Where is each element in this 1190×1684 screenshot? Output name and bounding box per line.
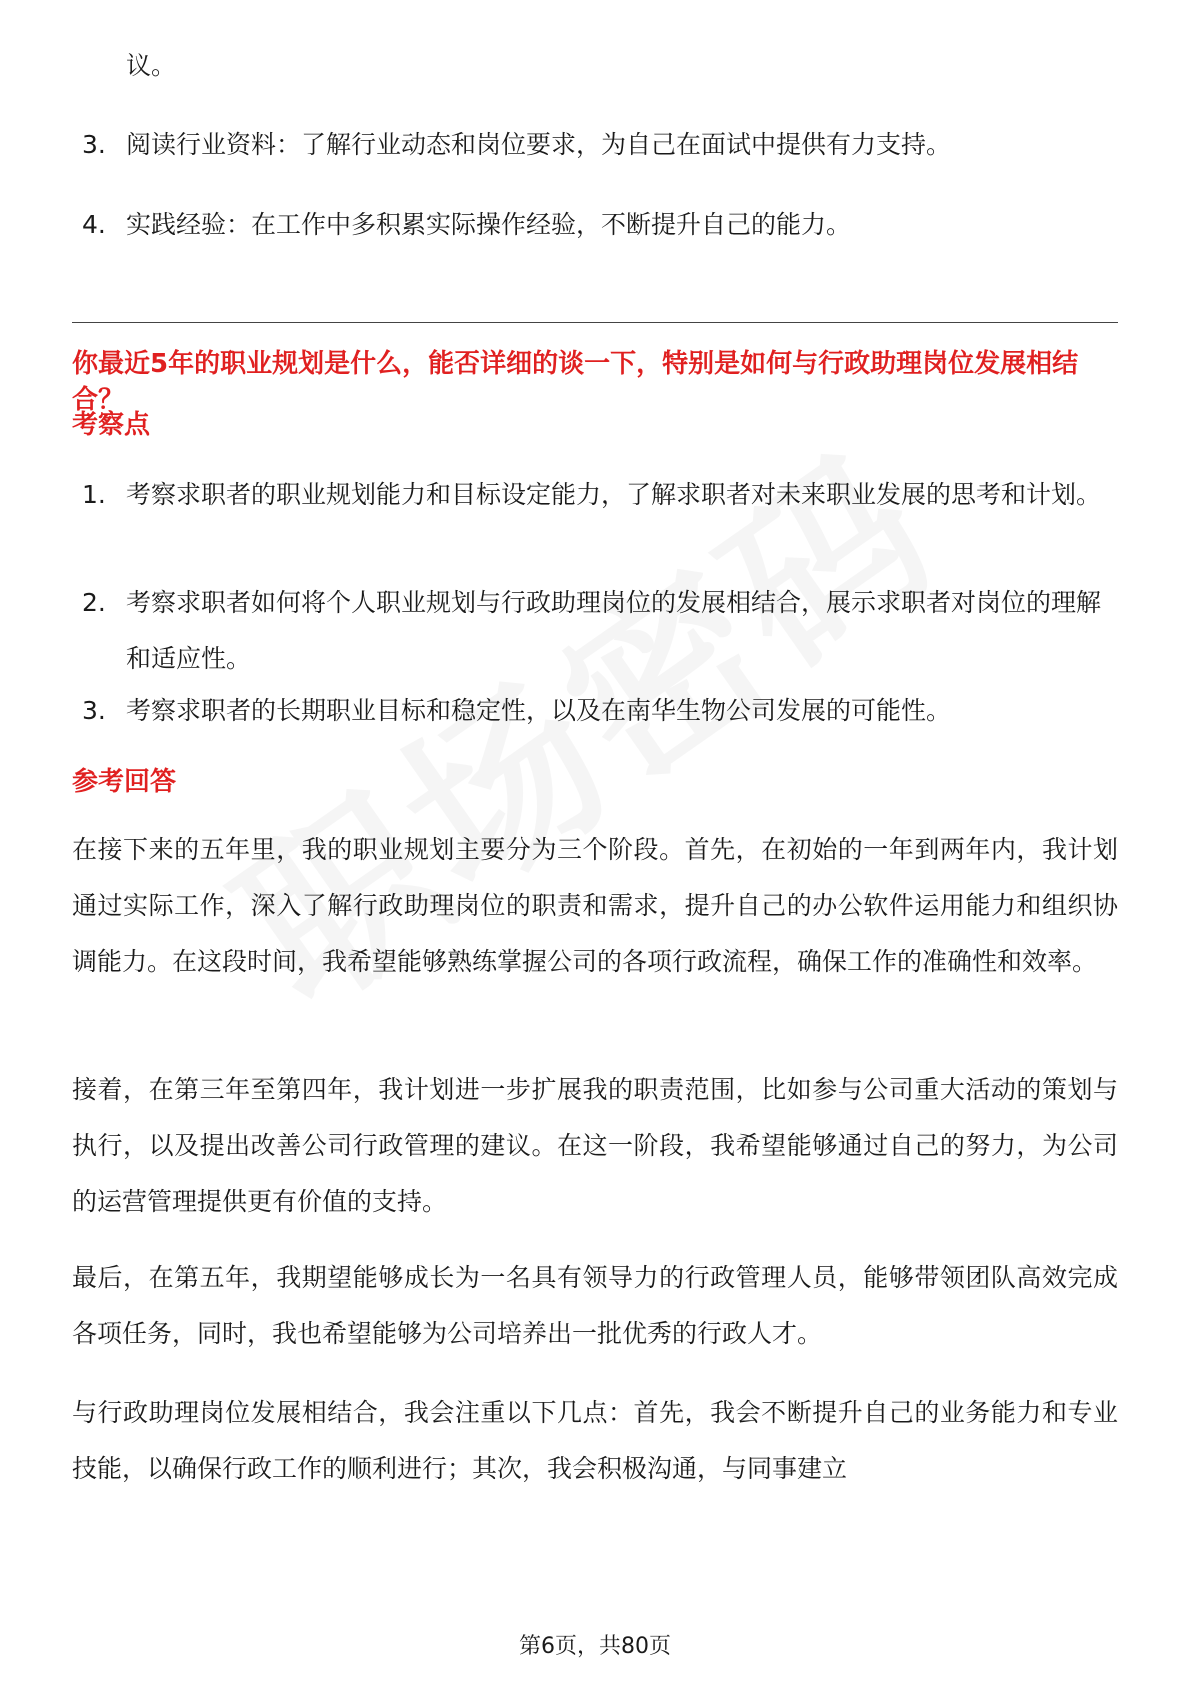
section-divider: [72, 322, 1118, 323]
answer-paragraph: 接着，在第三年至第四年，我计划进一步扩展我的职责范围，比如参与公司重大活动的策划与执行，以及提出改善公司行政管理的建议。在这一阶段，我希望能够通过自己的努力，为公司的运营管理提供更有价值的支持。: [72, 1075, 1118, 1216]
question-heading: 你最近5年的职业规划是什么，能否详细的谈一下，特别是如何与行政助理岗位发展相结合？: [72, 349, 1079, 415]
list-text: 阅读行业资料：了解行业动态和岗位要求，为自己在面试中提供有力支持。: [126, 130, 952, 159]
list-item-continuation: 议。: [126, 51, 177, 80]
list-number: 4.: [82, 210, 106, 239]
list-text: 考察求职者的职业规划能力和目标设定能力，了解求职者对未来职业发展的思考和计划。: [126, 480, 1102, 509]
answer-heading: 参考回答: [72, 767, 177, 797]
list-item: [82, 683, 1122, 739]
answer-paragraph: 与行政助理岗位发展相结合，我会注重以下几点：首先，我会不断提升自己的业务能力和专业技能，以确保行政工作的顺利进行；其次，我会积极沟通，与同事建立: [72, 1398, 1118, 1483]
examine-heading: 考察点: [72, 410, 151, 440]
list-number: 3.: [82, 130, 106, 159]
list-item: [82, 117, 1122, 173]
page-number: 第6页，共80页: [519, 1634, 671, 1659]
list-number: 1.: [82, 480, 106, 509]
list-text: 实践经验：在工作中多积累实际操作经验，不断提升自己的能力。: [126, 210, 852, 239]
list-text: 考察求职者的长期职业目标和稳定性，以及在南华生物公司发展的可能性。: [126, 696, 952, 725]
list-item: [82, 575, 1122, 687]
list-number: 3.: [82, 696, 106, 725]
answer-paragraph: 在接下来的五年里，我的职业规划主要分为三个阶段。首先，在初始的一年到两年内，我计划通过实际工作，深入了解行政助理岗位的职责和需求，提升自己的办公软件运用能力和组织协调能力。在这段时间，我希望能够熟练掌握公司的各项行政流程，确保工作的准确性和效率。: [72, 835, 1118, 976]
list-number: 2.: [82, 588, 106, 617]
answer-paragraph: 最后，在第五年，我期望能够成长为一名具有领导力的行政管理人员，能够带领团队高效完成各项任务，同时，我也希望能够为公司培养出一批优秀的行政人才。: [72, 1263, 1118, 1348]
list-item: [82, 467, 1122, 523]
list-item: [82, 197, 1122, 253]
list-text: 考察求职者如何将个人职业规划与行政助理岗位的发展相结合，展示求职者对岗位的理解和适应性。: [126, 588, 1102, 673]
